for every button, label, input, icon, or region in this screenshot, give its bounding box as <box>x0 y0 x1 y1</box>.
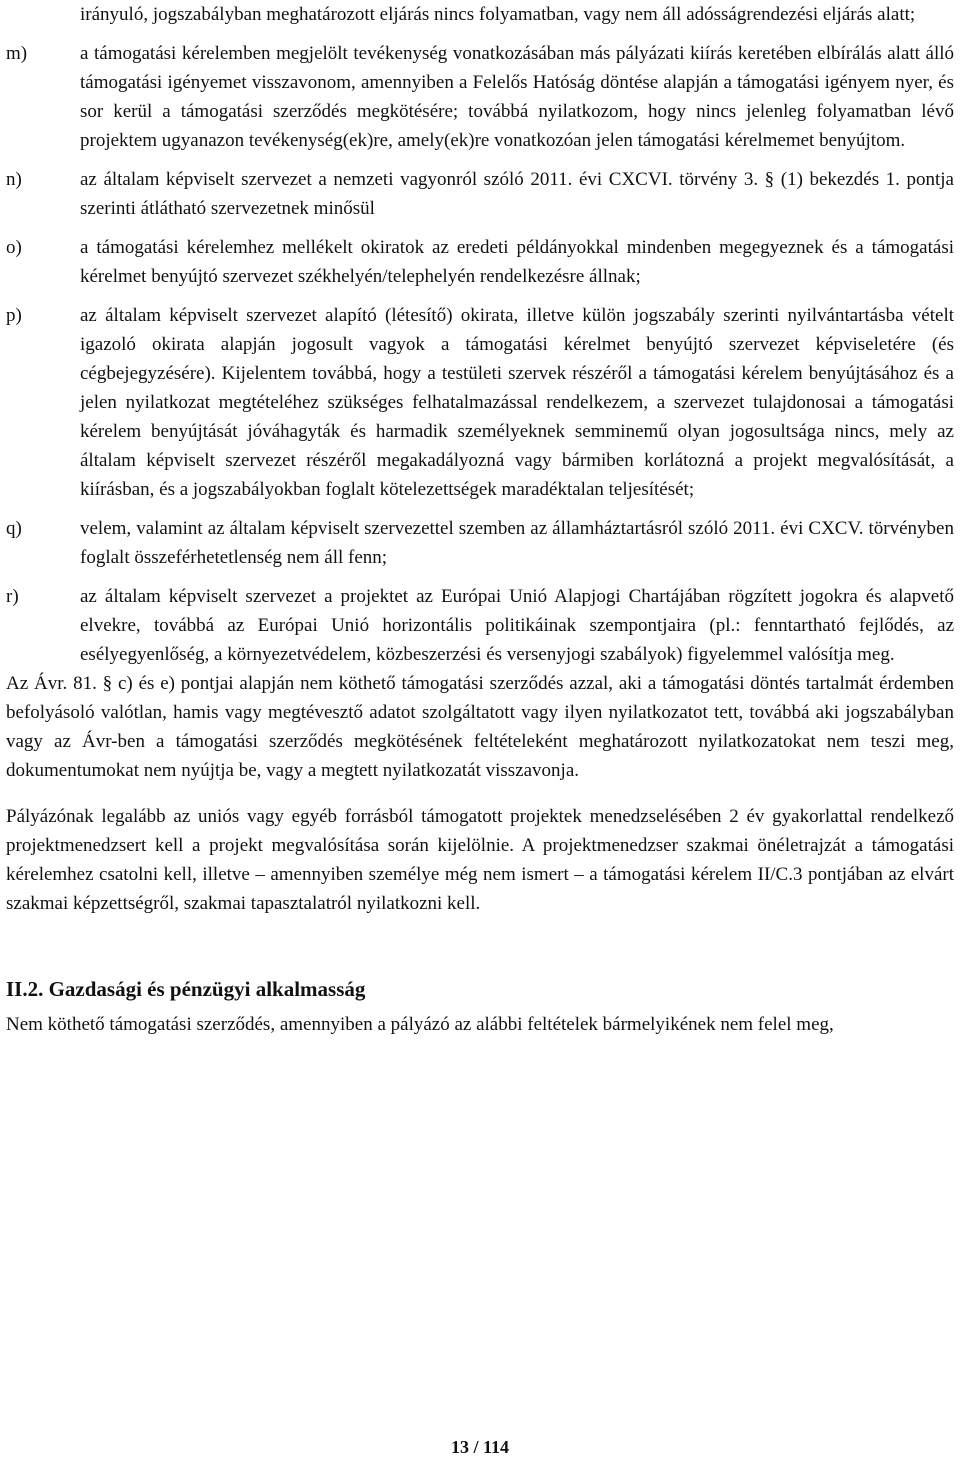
item-marker: r) <box>6 586 19 607</box>
item-text: a támogatási kérelemben megjelölt tevékenység vonatkozásában más pályázati kiírás keretében elbírálás alatt álló támogatási igényemet visszavonom, amennyiben a Felelős Hatóság döntése alapján a támogatási igényem nyer, és sor kerül a támogatási szerződés megkötésére; továbbá nyilatkozom, hogy nincs jelenleg folyamatban lévő projektem ugyanazon tevékenység(ek)re, amely(ek)re vonatkozóan jelen támogatási kérelmemet benyújtom. <box>80 43 954 151</box>
item-text: velem, valamint az általam képviselt szervezettel szemben az államháztartásról szóló 2011. évi CXCV. törvényben foglalt összeférhetetlenség nem áll fenn; <box>80 518 954 568</box>
list-item-p <box>6 301 954 504</box>
list-item-n <box>6 165 954 223</box>
item-marker: n) <box>6 169 22 190</box>
item-marker: p) <box>6 305 22 326</box>
paragraph-final <box>6 1010 954 1039</box>
item-text: a támogatási kérelemhez mellékelt okiratok az eredeti példányokkal mindenben megegyeznek és a támogatási kérelmet benyújtó szervezet székhelyén/telephelyén rendelkezésre állnak; <box>80 237 954 287</box>
list-item-q <box>6 514 954 572</box>
item-marker: m) <box>6 43 28 64</box>
list-item-r <box>6 582 954 669</box>
list-item-o <box>6 233 954 291</box>
final-text-end: amennyiben a pályázó az alábbi feltételek bármelyikének nem felel meg, <box>275 1014 834 1035</box>
item-text: az általam képviselt szervezet a projektet az Európai Unió Alapjogi Chartájában rögzített jogokra és alapvető elvekre, továbbá az Európai Unió horizontális politikáinak szempontjaira (pl.: fenntartható fejlődés, az esélyegyenlőség, a környezetvédelem, közbeszerzési és versenyjogi szabályok) figyelemmel valósítja meg. <box>80 586 954 665</box>
final-comma: , <box>270 1014 276 1035</box>
item-marker: o) <box>6 237 22 258</box>
item-text: az általam képviselt szervezet alapító (létesítő) okirata, illetve külön jogszabály szerinti nyilvántartásba vételt igazoló okirata alapján jogosult vagyok a támogatási kérelmet benyújtó szervezet képviseletére (és cégbejegyzésére). Kijelentem továbbá, hogy a testületi szervek részéről a támogatási kérelem benyújtásához és a jelen nyilatkozat megtételéhez szükséges felhatalmazással rendelkezem, a szervezet tulajdonosai a támogatási kérelem benyújtását jóváhagyták és harmadik személyeknek semminemű olyan jogosultsága nincs, mely az általam képviselt szervezet részéről megakadályozná vagy bármiben korlátozná a projekt megvalósítását, a kiírásban, és a jogszabályokban foglalt kötelezettségek maradéktalan teljesítését; <box>80 305 954 500</box>
list-item-m <box>6 39 954 155</box>
paragraph-avr: Az Ávr. 81. § c) és e) pontjai alapján nem köthető támogatási szerződés azzal, aki a támogatási döntés tartalmát érdemben befolyásoló valótlan, hamis vagy megtévesztő adatot szolgáltatott vagy ilyen nyilatkozatot tett, továbbá aki jogszabályban vagy az Ávr-ben a támogatási szerződés megkötésének feltételeként meghatározott nyilatkozatokat nem teszi meg, dokumentumokat nem nyújtja be, vagy a megtett nyilatkozatát visszavonja. <box>6 673 954 781</box>
paragraph-project-manager: Pályázónak legalább az uniós vagy egyéb forrásból támogatott projektek menedzselésében 2 év gyakorlattal rendelkező projektmenedzsert kell a projekt megvalósítása során kijelölnie. A projektmenedzser szakmai önéletrajzát a támogatási kérelemhez csatolni kell, illetve – amennyiben személye még nem ismert – a támogatási kérelem II/C.3 pontjában az elvárt szakmai képzettségről, szakmai tapasztalatról nyilatkozni kell. <box>6 806 954 914</box>
final-text-start: Nem köthető támogatási szerződés <box>6 1014 271 1035</box>
item-marker: q) <box>6 518 22 539</box>
item-text: az általam képviselt szervezet a nemzeti vagyonról szóló 2011. évi CXCVI. törvény 3. § (1) bekezdés 1. pontja szerinti átlátható szervezetnek minősül <box>80 169 954 219</box>
item-l-continuation: irányuló, jogszabályban meghatározott eljárás nincs folyamatban, vagy nem áll adósságrendezési eljárás alatt; <box>80 4 916 25</box>
page-number: 13 / 114 <box>450 1437 509 1457</box>
section-heading: II.2. Gazdasági és pénzügyi alkalmasság <box>6 977 366 1001</box>
